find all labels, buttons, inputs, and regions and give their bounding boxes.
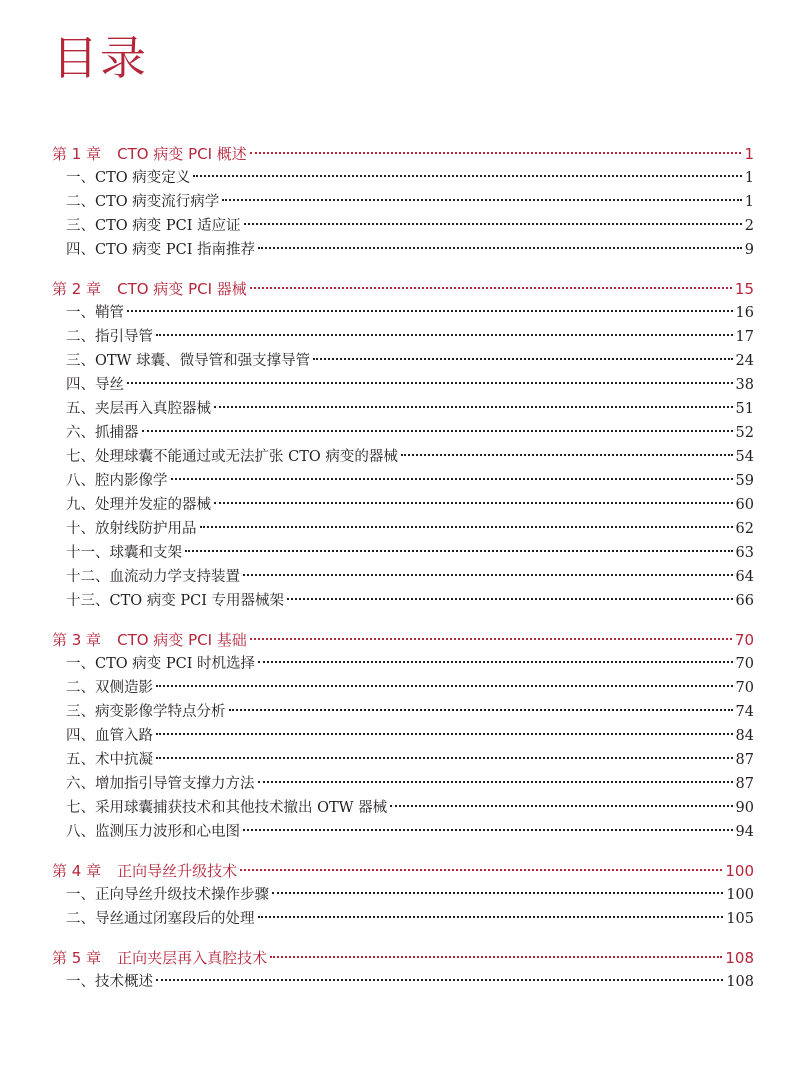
dot-leader (401, 454, 733, 456)
section-entry[interactable] (52, 517, 754, 541)
chapter-label (52, 946, 267, 970)
chapter-page-number: 108 (725, 949, 754, 967)
section-page-number: 59 (735, 473, 754, 489)
dot-leader (229, 709, 733, 711)
section-label: 三、OTW 球囊、微导管和强支撑导管 (66, 353, 311, 369)
chapter-title: 正向夹层再入真腔技术 (117, 949, 268, 967)
section-page-number: 70 (735, 656, 754, 672)
section-page-number: 51 (735, 401, 754, 417)
section-page-number: 90 (735, 800, 754, 816)
section-page-number: 70 (735, 680, 754, 696)
section-page-number: 38 (735, 377, 754, 393)
dot-leader (193, 175, 742, 177)
section-page-number: 62 (735, 521, 754, 537)
section-entry[interactable] (52, 700, 754, 724)
section-label: 三、病变影像学特点分析 (66, 704, 226, 720)
section-entry[interactable] (52, 349, 754, 373)
dot-leader (250, 287, 732, 289)
section-label: 四、导丝 (66, 377, 124, 393)
section-entry[interactable] (52, 541, 754, 565)
dot-leader (214, 406, 733, 408)
section-label: 十二、血流动力学支持装置 (66, 569, 240, 585)
section-label: 一、技术概述 (66, 974, 153, 990)
dot-leader (142, 430, 733, 432)
section-label: 四、CTO 病变 PCI 指南推荐 (66, 242, 256, 258)
chapter-page-number: 1 (744, 145, 754, 163)
section-entry[interactable] (52, 676, 754, 700)
chapter-number: 第 2 章 (52, 280, 102, 298)
dot-leader (258, 916, 724, 918)
section-entry[interactable] (52, 397, 754, 421)
chapter-entry[interactable] (52, 946, 754, 970)
section-entry[interactable] (52, 907, 754, 931)
chapter-number: 第 3 章 (52, 631, 102, 649)
section-entry[interactable] (52, 325, 754, 349)
chapter-title: CTO 病变 PCI 概述 (117, 145, 247, 163)
table-of-contents (52, 142, 754, 994)
section-entry[interactable] (52, 301, 754, 325)
chapter-entry[interactable] (52, 859, 754, 883)
section-entry[interactable] (52, 493, 754, 517)
section-label: 一、鞘管 (66, 305, 124, 321)
dot-leader (243, 574, 733, 576)
chapter-label (52, 859, 237, 883)
section-label: 十、放射线防护用品 (66, 521, 197, 537)
section-label: 二、指引导管 (66, 329, 153, 345)
chapter-block (52, 142, 754, 262)
section-entry[interactable] (52, 772, 754, 796)
dot-leader (272, 892, 723, 894)
dot-leader (156, 334, 733, 336)
dot-leader (171, 478, 733, 480)
chapter-entry[interactable] (52, 142, 754, 166)
section-label: 五、术中抗凝 (66, 752, 153, 768)
chapter-page-number: 100 (725, 862, 754, 880)
section-label: 八、腔内影像学 (66, 473, 168, 489)
dot-leader (156, 979, 723, 981)
section-page-number: 17 (735, 329, 754, 345)
chapter-page-number: 70 (734, 631, 754, 649)
section-entry[interactable] (52, 565, 754, 589)
dot-leader (156, 733, 733, 735)
section-label: 二、CTO 病变流行病学 (66, 194, 220, 210)
section-page-number: 108 (726, 974, 754, 990)
section-page-number: 1 (744, 170, 754, 186)
chapter-number: 第 1 章 (52, 145, 102, 163)
section-entry[interactable] (52, 589, 754, 613)
chapter-label (52, 277, 247, 301)
section-entry[interactable] (52, 883, 754, 907)
section-entry[interactable] (52, 820, 754, 844)
dot-leader (313, 358, 732, 360)
section-page-number: 66 (735, 593, 754, 609)
dot-leader (200, 526, 733, 528)
chapter-block (52, 859, 754, 931)
section-label: 三、CTO 病变 PCI 适应证 (66, 218, 241, 234)
section-entry[interactable] (52, 724, 754, 748)
dot-leader (240, 869, 722, 871)
section-page-number: 87 (735, 752, 754, 768)
section-entry[interactable] (52, 652, 754, 676)
section-page-number: 52 (735, 425, 754, 441)
chapter-block (52, 628, 754, 844)
section-label: 四、血管入路 (66, 728, 153, 744)
chapter-block (52, 946, 754, 994)
section-entry[interactable] (52, 214, 754, 238)
chapter-number: 第 5 章 (52, 949, 102, 967)
dot-leader (127, 310, 733, 312)
section-label: 二、双侧造影 (66, 680, 153, 696)
dot-leader (127, 382, 733, 384)
dot-leader (258, 661, 732, 663)
section-page-number: 2 (744, 218, 754, 234)
dot-leader (258, 781, 733, 783)
section-label: 六、增加指引导管支撑力方法 (66, 776, 255, 792)
section-entry[interactable] (52, 445, 754, 469)
section-label: 二、导丝通过闭塞段后的处理 (66, 911, 255, 927)
dot-leader (258, 247, 742, 249)
section-page-number: 94 (735, 824, 754, 840)
section-label: 一、CTO 病变定义 (66, 170, 191, 186)
section-page-number: 1 (744, 194, 754, 210)
section-entry[interactable] (52, 970, 754, 994)
section-entry[interactable] (52, 238, 754, 262)
chapter-number: 第 4 章 (52, 862, 102, 880)
chapter-entry[interactable] (52, 277, 754, 301)
chapter-title: 正向导丝升级技术 (117, 862, 238, 880)
dot-leader (243, 829, 733, 831)
section-label: 一、CTO 病变 PCI 时机选择 (66, 656, 256, 672)
chapter-title: CTO 病变 PCI 基础 (117, 631, 247, 649)
section-label: 八、监测压力波形和心电图 (66, 824, 240, 840)
section-label: 六、抓捕器 (66, 425, 139, 441)
dot-leader (156, 757, 733, 759)
section-page-number: 87 (735, 776, 754, 792)
chapter-page-number: 15 (734, 280, 754, 298)
dot-leader (222, 199, 742, 201)
dot-leader (250, 638, 732, 640)
section-entry[interactable] (52, 469, 754, 493)
dot-leader (185, 550, 733, 552)
chapter-label (52, 142, 247, 166)
page-title: 目录 (52, 31, 148, 85)
section-entry[interactable] (52, 373, 754, 397)
dot-leader (156, 685, 733, 687)
dot-leader (270, 956, 722, 958)
section-label: 十一、球囊和支架 (66, 545, 182, 561)
section-entry[interactable] (52, 796, 754, 820)
section-page-number: 100 (726, 887, 754, 903)
section-page-number: 74 (735, 704, 754, 720)
section-page-number: 64 (735, 569, 754, 585)
dot-leader (250, 152, 742, 154)
section-label: 十三、CTO 病变 PCI 专用器械架 (66, 593, 285, 609)
section-label: 九、处理并发症的器械 (66, 497, 211, 513)
dot-leader (214, 502, 733, 504)
section-entry[interactable] (52, 421, 754, 445)
chapter-entry[interactable] (52, 628, 754, 652)
chapter-title: CTO 病变 PCI 器械 (117, 280, 247, 298)
section-label: 一、正向导丝升级技术操作步骤 (66, 887, 269, 903)
section-page-number: 16 (735, 305, 754, 321)
section-page-number: 24 (735, 353, 754, 369)
section-page-number: 60 (735, 497, 754, 513)
section-entry[interactable] (52, 166, 754, 190)
section-page-number: 63 (735, 545, 754, 561)
dot-leader (287, 598, 732, 600)
chapter-block (52, 277, 754, 613)
section-entry[interactable] (52, 190, 754, 214)
section-label: 七、采用球囊捕获技术和其他技术撤出 OTW 器械 (66, 800, 388, 816)
section-page-number: 54 (735, 449, 754, 465)
chapter-label (52, 628, 247, 652)
section-label: 五、夹层再入真腔器械 (66, 401, 211, 417)
dot-leader (244, 223, 742, 225)
section-page-number: 105 (726, 911, 754, 927)
section-entry[interactable] (52, 748, 754, 772)
dot-leader (390, 805, 732, 807)
section-page-number: 84 (735, 728, 754, 744)
section-label: 七、处理球囊不能通过或无法扩张 CTO 病变的器械 (66, 449, 398, 465)
section-page-number: 9 (744, 242, 754, 258)
